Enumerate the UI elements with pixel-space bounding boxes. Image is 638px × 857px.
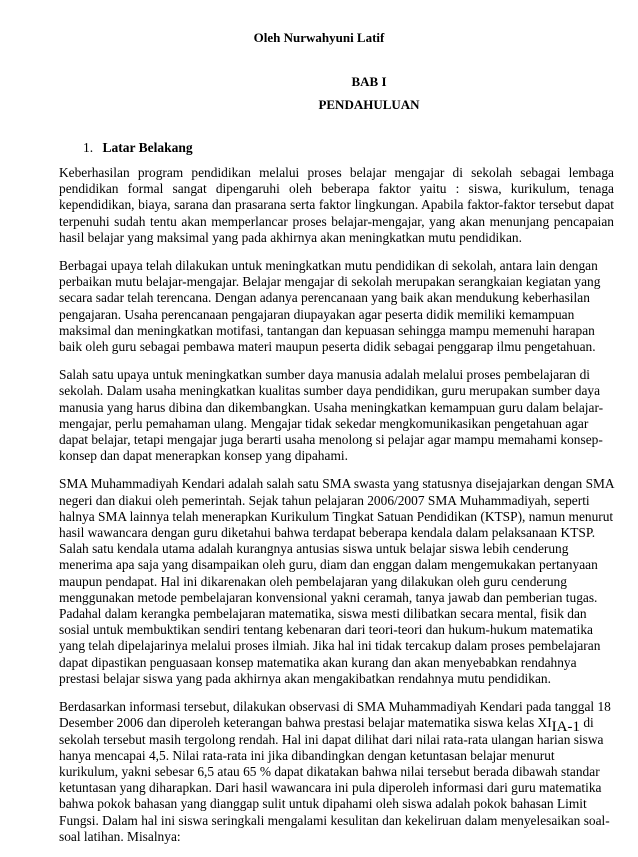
paragraph-3: Salah satu upaya untuk meningkatkan sumber daya manusia adalah melalui proses pembelajaran di sekolah. Dalam usaha meningkatkan kualitas sumber daya pendidikan, guru merupakan sumber daya manusia yang harus dibina dan dikembangkan. Usaha meningkatkan kemampuan guru dalam belajar-mengajar, perlu pemahaman ulang. Mengajar tidak sekedar mengkomunikasikan pengetahuan agar dapat belajar, tetapi mengajar juga berarti usaha menolong si pelajar agar mampu memahami konsep-konsep dan dapat menerapkan konsep yang dipahami. <box>59 367 604 464</box>
section-number: 1. <box>83 140 94 155</box>
section-heading <box>83 140 193 156</box>
paragraph-5-end: di sekolah tersebut masih tergolong rendah. Hal ini dapat dilihat dari nilai rata-rata ulangan harian siswa hanya mencapai 4,5. Nilai rata-rata ini jika dibandingkan dengan ketuntasan belajar menurut kurikulum, yakni sebesar 6,5 atau 65 % dapat dikatakan bahwa nilai tersebut berada dibawah standar ketuntasan yang diharapkan. Dari hasil wawancara ini pula diperoleh informasi dari guru matematika bahwa pokok bahasan yang dianggap sulit untuk dipahami oleh siswa adalah pokok bahasan Limit Fungsi. Dalam hal ini siswa seringkali mengalami kesulitan dan kekeliruan dalam menyelesaikan soal-soal latihan. Misalnya: <box>59 715 610 844</box>
section-title: Latar Belakang <box>102 140 193 155</box>
chapter-title: PENDAHULUAN <box>318 97 420 112</box>
paragraph-1: Keberhasilan program pendidikan melalui proses belajar mengajar di sekolah sebagai lembaga pendidikan formal sangat dipengaruhi oleh beberapa faktor yaitu : siswa, kurikulum, tenaga kependidikan, biaya, sarana dan prasarana serta faktor lingkungan. Apabila faktor-faktor tersebut dapat terpenuhi sudah tentu akan memperlancar proses belajar-mengajar, yang akan menunjang pencapaian hasil belajar yang maksimal yang pada akhirnya akan meningkatkan mutu pendidikan. <box>59 165 614 245</box>
paragraph-2: Berbagai upaya telah dilakukan untuk meningkatkan mutu pendidikan di sekolah, antara lain dengan perbaikan mutu belajar-mengajar. Belajar mengajar di sekolah merupakan serangkaian kegiatan yang secara sadar telah terencana. Dengan adanya perencanaan yang baik akan mendukung keberhasilan pengajaran. Usaha perencanaan pengajaran diupayakan agar peserta didik memiliki kemampuan maksimal dan meningkatkan motifasi, tantangan dan kepuasan sehingga mampu memenuhi harapan baik oleh guru sebagai pembawa materi maupun peserta didik sebagai penggarap ilmu pengetahuan. <box>59 258 601 355</box>
author-line: Oleh Nurwahyuni Latif <box>253 30 385 45</box>
chapter-number: BAB I <box>351 74 387 89</box>
paragraph-5 <box>59 699 614 845</box>
paragraph-5-start: Berdasarkan informasi tersebut, dilakukan observasi di SMA Muhammadiyah Kendari pada tanggal 18 Desember 2006 dan diperoleh keterangan bahwa prestasi belajar matematika siswa kelas XI <box>59 699 611 731</box>
body-text <box>59 165 614 857</box>
paragraph-4: SMA Muhammadiyah Kendari adalah salah satu SMA swasta yang statusnya disejajarkan dengan SMA negeri dan diakui oleh pemerintah. Sejak tahun pelajaran 2006/2007 SMA Muhammadiyah, seperti halnya SMA lainnya telah menerapkan Kurikulum Tingkat Satuan Pendidikan (KTSP), namun menurut hasil wawancara dengan guru diketahui bahwa terdapat beberapa kendala dalam pelaksanaan KTSP. Salah satu kendala utama adalah kurangnya antusias siswa untuk belajar siswa lebih cenderung menerima apa saja yang disampaikan oleh guru, diam dan enggan dalam mengemukakan pertanyaan maupun pendapat. Hal ini dikarenakan oleh pembelajaran yang dilakukan oleh guru cenderung menggunakan metode pembelajaran konvensional yakni ceramah, tanya jawab dan pemberian tugas. Padahal dalam kerangka pembelajaran matematika, siswa mesti dilibatkan secara mental, fisik dan sosial untuk membuktikan sendiri tentang kebenaran dari teori-teori dan hukum-hukum matematika yang telah dipelajarinya melalui proses ilmiah. Jika hal ini tidak tercakup dalam proses pembelajaran dapat dipastikan penguasaan konsep matematika akan kurang dan akan menyebabkan rendahnya prestasi belajar siswa yang pada akhirnya akan mengakibatkan rendahnya mutu pendidikan. <box>59 476 614 686</box>
class-subscript: IA-1 <box>551 719 580 736</box>
